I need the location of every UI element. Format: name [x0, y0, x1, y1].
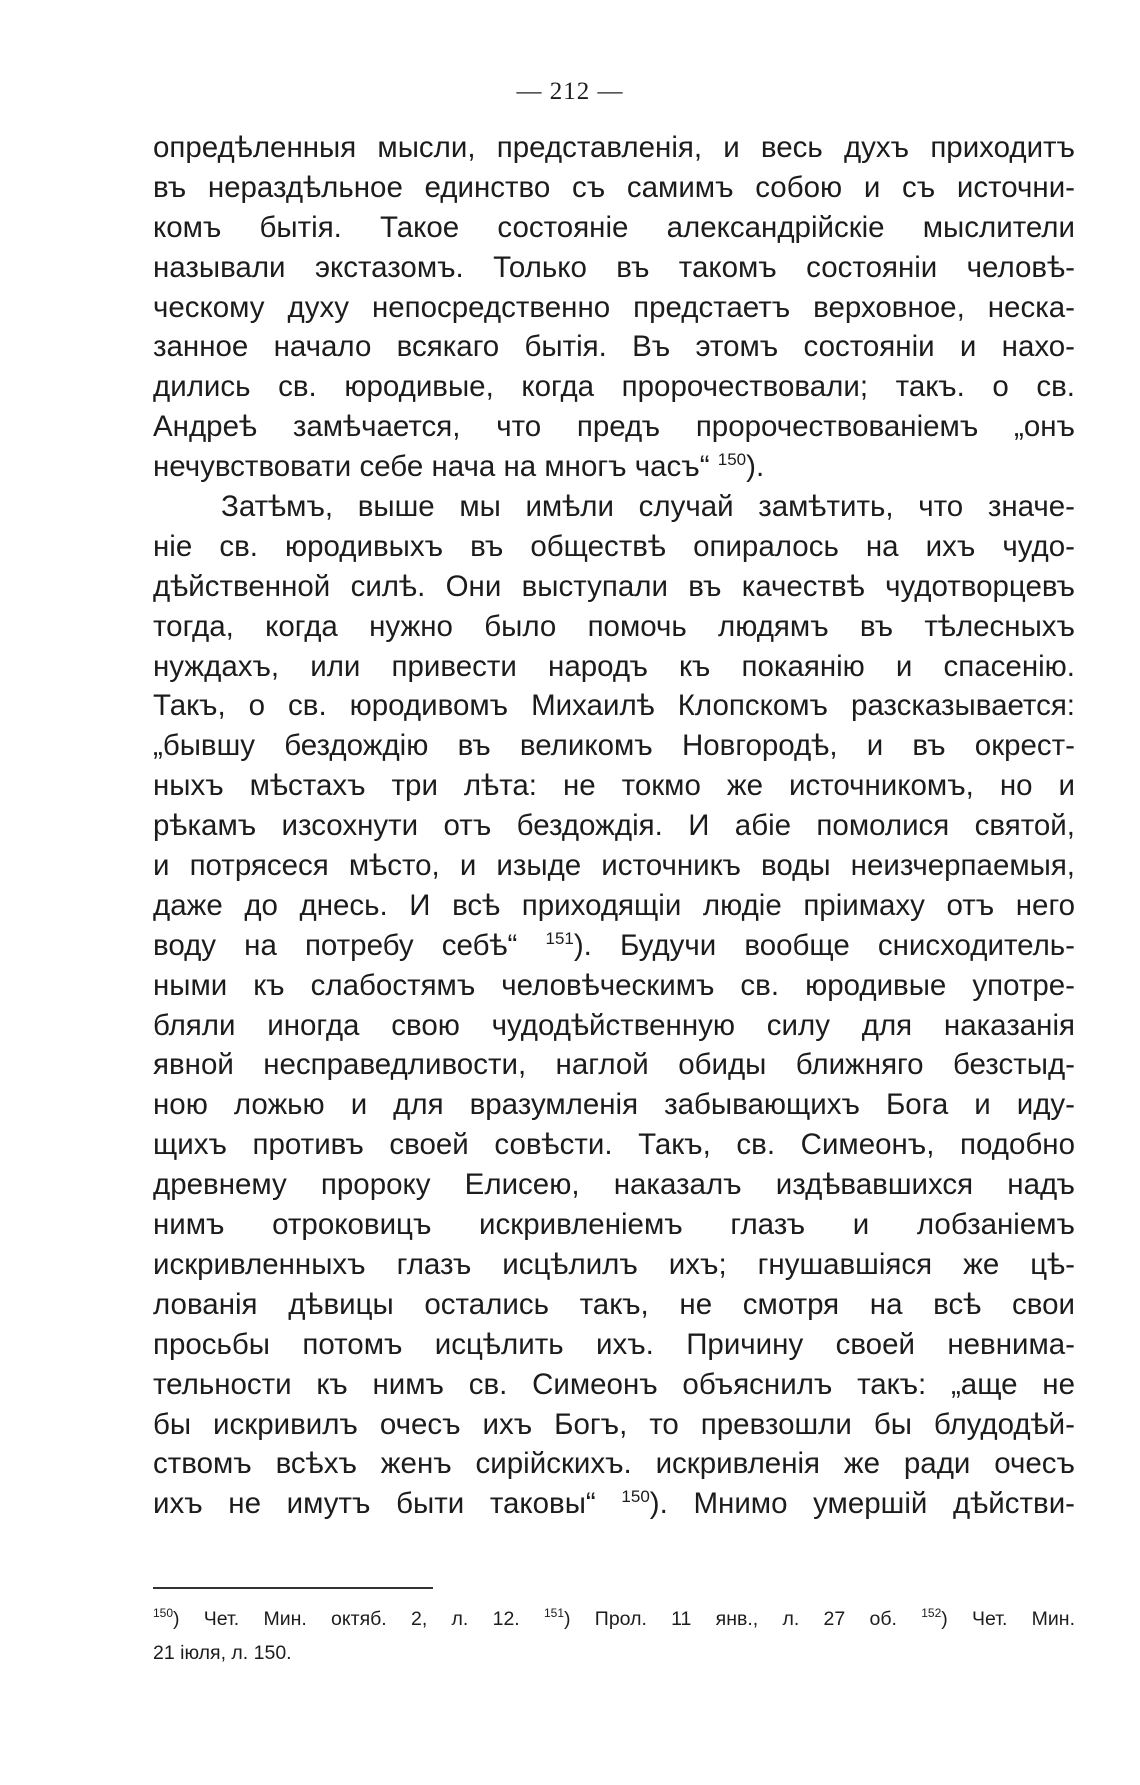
text-line: воду на потребу себѣ“ $^{151}$). Будучи вообще снисходитель- — [153, 928, 1075, 962]
text-line: нимъ отроковицъ искривленіемъ глазъ и лобзаніемъ — [153, 1208, 1075, 1242]
text-line: Затѣмъ, выше мы имѣли случай замѣтить, что значе- — [221, 490, 1075, 524]
text-line: ною ложью и для вразумленія забывающихъ Бога и иду- — [153, 1088, 1075, 1122]
text-line: бляли иногда свою чудодѣйственную силу для наказанія — [153, 1008, 1075, 1042]
footnote-ref: 150 — [621, 1487, 650, 1507]
text-line: комъ бытія. Такое состояніе александрійскіе мыслители — [153, 210, 1075, 244]
text-line: ствомъ всѣхъ женъ сирійскихъ. искривленія же ради очесъ — [153, 1447, 1075, 1481]
text-line: искривленныхъ глазъ исцѣлилъ ихъ; гнушавшіяся же цѣ- — [153, 1247, 1075, 1281]
footnote-divider — [153, 1587, 433, 1589]
footnote-150: $^{150}$) Чет. Мин. октяб. 2, л. 12. — [153, 1606, 520, 1630]
text-line: рѣкамъ изсохнути отъ бездождія. И абіе помолися святой, — [153, 809, 1075, 843]
text-line: Андреѣ замѣчается, что предъ пророчествованіемъ „онъ — [153, 410, 1075, 444]
text-line: Такъ, о св. юродивомъ Михаилѣ Клопскомъ разсказывается: — [153, 689, 1075, 723]
text-line: ческому духу непосредственно предстаетъ верховное, неска- — [153, 290, 1075, 324]
text-line: нуждахъ, или привести народъ къ покаянію и спасенію. — [153, 649, 1075, 683]
footnote-151: $^{151}$) Прол. 11 янв., л. 27 об. — [544, 1606, 897, 1630]
text-line: дѣйственной силѣ. Они выступали въ качествѣ чудотворцевъ — [153, 569, 1075, 603]
footnote-152: $^{152}$) Чет. Мин. — [921, 1606, 1075, 1630]
text-line: нечувствовати себе нача на многъ часъ“ $^{150}$). — [153, 450, 765, 484]
footnote-line — [153, 1602, 1075, 1636]
text-line: даже до днесь. И всѣ приходящіи людіе пріимаху отъ него — [153, 888, 1075, 922]
footnote-continuation: 21 іюля, л. 150. — [153, 1642, 292, 1664]
text-line: тогда, когда нужно было помочь людямъ въ тѣлесныхъ — [153, 609, 1075, 643]
text-line: ихъ не имутъ быти таковы“ $^{150}$). Мнимо умершій дѣйстви- — [153, 1487, 1075, 1521]
text-line: явной несправедливости, наглой обиды ближняго безстыд- — [153, 1048, 1075, 1082]
text-line: опредѣленныя мысли, представленія, и весь духъ приходитъ — [153, 131, 1075, 164]
text-line: „бывшу бездождію въ великомъ Новгородѣ, и въ окрест- — [153, 729, 1075, 763]
text-line: дились св. юродивые, когда пророчествовали; такъ. о св. — [153, 370, 1075, 404]
page-number: — 212 — — [516, 78, 624, 105]
text-line: ныхъ мѣстахъ три лѣта: не токмо же источникомъ, но и — [153, 769, 1075, 803]
text-line: лованія дѣвицы остались такъ, не смотря на всѣ свои — [153, 1287, 1075, 1321]
text-line: занное начало всякаго бытія. Въ этомъ состояніи и нахо- — [153, 330, 1075, 364]
text-line: древнему пророку Елисею, наказалъ издѣвавшихся надъ — [153, 1168, 1075, 1202]
text-line: ніе св. юродивыхъ въ обществѣ опиралось на ихъ чудо- — [153, 529, 1075, 563]
text-line: ными къ слабостямъ человѣческимъ св. юродивые употре- — [153, 968, 1075, 1002]
text-line: тельности къ нимъ св. Симеонъ объяснилъ такъ: „аще не — [153, 1367, 1075, 1401]
text-line: просьбы потомъ исцѣлить ихъ. Причину своей невнима- — [153, 1327, 1075, 1361]
text-line: бы искривилъ очесъ ихъ Богъ, то превзошли бы блудодѣй- — [153, 1407, 1075, 1441]
text-line: и потрясеся мѣсто, и изыде источникъ воды неизчерпаемыя, — [153, 849, 1075, 883]
footnote-ref: 151 — [545, 928, 574, 948]
footnote-ref: 150 — [717, 450, 747, 470]
footnotes — [153, 1602, 1075, 1670]
text-line: щихъ противъ своей совѣсти. Такъ, св. Симеонъ, подобно — [153, 1128, 1075, 1162]
text-line: въ нераздѣльное единство съ самимъ собою и съ источни- — [153, 170, 1075, 204]
text-line: называли экстазомъ. Только въ такомъ состояніи человѣ- — [153, 250, 1075, 284]
body-text — [153, 128, 1075, 1524]
